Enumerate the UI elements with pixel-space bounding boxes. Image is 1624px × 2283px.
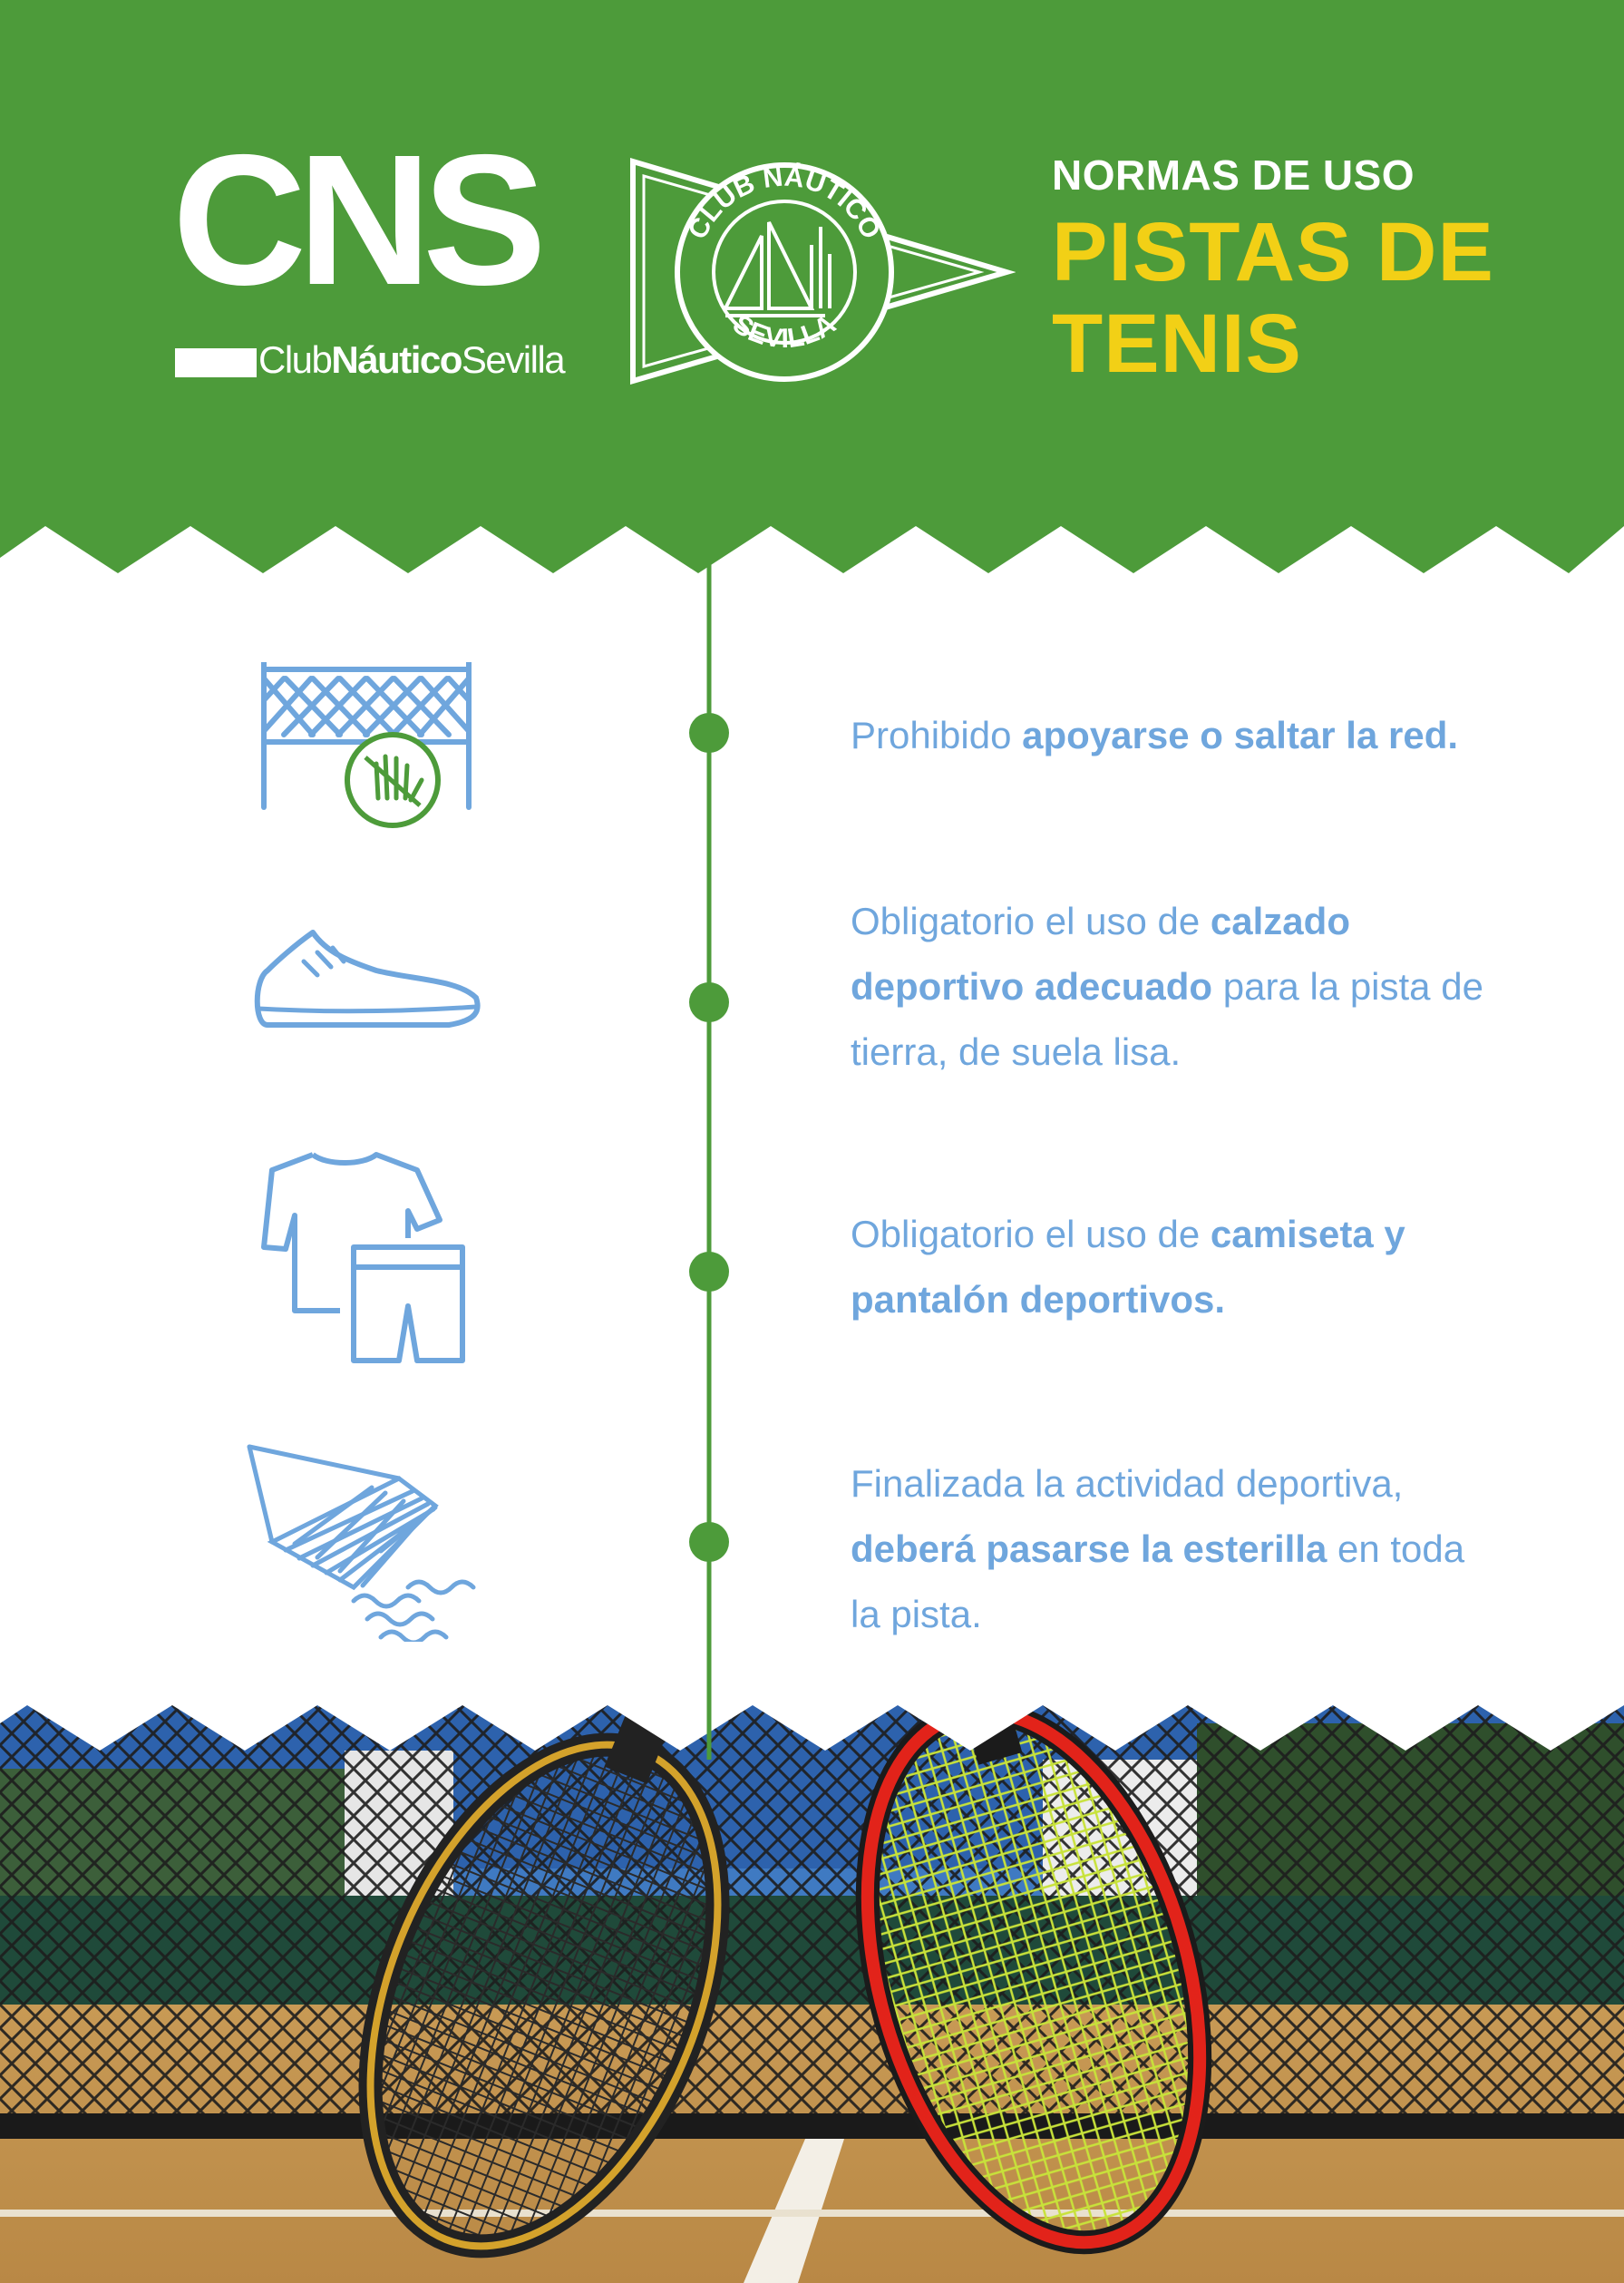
tennis-photo <box>0 1673 1624 2283</box>
court-brush-icon <box>245 1442 490 1642</box>
rule-1-text: Prohibido apoyarse o saltar la red. <box>851 714 1459 756</box>
sportswear-icon <box>258 1147 481 1365</box>
rule-3-text: Obligatorio el uso de camiseta y pantalón deportivos. <box>851 1213 1405 1321</box>
club-emblem-icon <box>626 154 1016 390</box>
svg-text:CLUB NÁUTICO: CLUB NÁUTICO <box>682 161 887 244</box>
net-no-touch-icon <box>258 662 481 834</box>
title-big-line-2: TENIS <box>1052 298 1302 391</box>
title-big <box>1052 207 1596 390</box>
cns-logo <box>172 116 589 390</box>
timeline-dot-2 <box>689 982 729 1022</box>
title-small: NORMAS DE USO <box>1052 151 1415 199</box>
rule-4-text: Finalizada la actividad deportiva, deberá pasarse la esterilla en toda la pista. <box>851 1462 1465 1635</box>
cns-logo-text: CNS <box>172 116 538 324</box>
title-block <box>1052 151 1596 391</box>
cns-logo-bar <box>175 348 257 377</box>
svg-text:SEVILLA: SEVILLA <box>727 308 841 355</box>
title-big-line-1: PISTAS DE <box>1052 206 1494 298</box>
timeline-dot-4 <box>689 1522 729 1562</box>
timeline-dot-1 <box>689 713 729 753</box>
timeline-dot-3 <box>689 1252 729 1292</box>
cns-logo-subtitle: ClubNáuticoSevilla <box>258 338 565 381</box>
rule-2-text: Obligatorio el uso de calzado deportivo adecuado para la pista de tierra, de suela lisa. <box>851 900 1483 1073</box>
shoe-icon <box>249 925 485 1034</box>
